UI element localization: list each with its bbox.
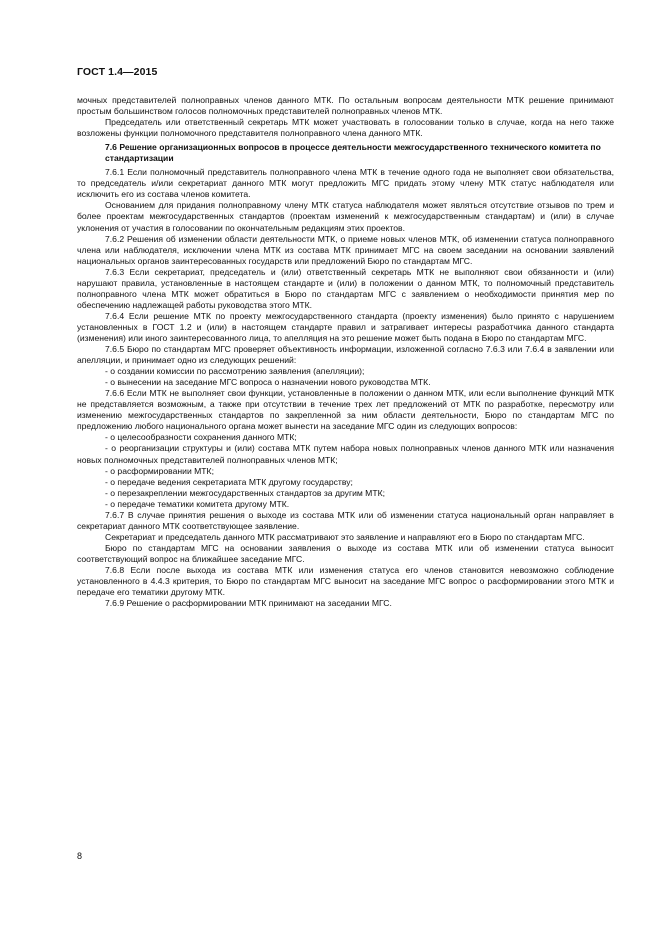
list-item: - о реорганизации структуры и (или) состава МТК путем набора новых полноправных членов данного МТК или назначения новых полномочных представителей полноправных членов МТК; (77, 443, 614, 465)
document-header: ГОСТ 1.4—2015 (77, 66, 158, 78)
paragraph: 7.6.8 Если после выхода из состава МТК или изменения статуса его членов становится невозможно соблюдение установленного в 4.4.3 критерия, то Бюро по стандартам МГС выносит на заседание МГС вопрос о расформировании этого МТК и передаче его тематики другому МТК. (77, 564, 614, 598)
paragraph: Основанием для придания полноправному члену МТК статуса наблюдателя может являться отсутствие отзывов по трем и более проектам межгосударственных стандартов (проектам изменений к межгосударственным стандартам) и (или) в случае уклонения от участия в голосовании по окончательным редакциям этих проектов. (77, 200, 614, 233)
paragraph: 7.6.3 Если секретариат, председатель и (или) ответственный секретарь МТК не выполняют свои обязанности и (или) нарушают правила, установленные в настоящем стандарте и (или) в положении о данном МТК, то полномочный представитель полноправного члена МТК может обратиться в Бюро по стандартам МГС с заявлением о необходимости принятия мер по обеспечению надлежащей работы руководства этого МТК. (77, 266, 614, 310)
page-body (77, 95, 614, 609)
paragraph: Председатель или ответственный секретарь МТК может участвовать в голосовании только в случае, когда на него также возложены функции полномочного представителя полноправного члена данного МТК. (77, 117, 614, 139)
list-item: - о создании комиссии по рассмотрению заявления (апелляции); (105, 366, 365, 377)
page-number: 8 (77, 851, 83, 861)
paragraph: 7.6.1 Если полномочный представитель полноправного члена МТК в течение одного года не выполняет свои обязательства, то председатель и/или секретариат данного МТК могут предложить МГС придать этому члену МТК статус наблюдателя или исключить его из состава членов комитета. (77, 167, 614, 200)
list-item: - о передаче тематики комитета другому МТК. (105, 498, 290, 509)
paragraph: 7.6.6 Если МТК не выполняет свои функции, установленные в положении о данном МТК, или если выполнение функций МТК не представляется возможным, а также при отсутствии в течение трех лет предложений от МТК по разработке, пересмотру или изменению межгосударственных стандартов по закрепленной за ним области деятельности, Бюро по стандартам МГС по предложению любого национального органа может вынести на заседание МГС один из следующих вопросов: (77, 388, 614, 432)
list-item: - о расформировании МТК; (105, 465, 214, 476)
list-item: - о вынесении на заседание МГС вопроса о назначении нового руководства МТК. (105, 377, 431, 388)
list-item: - о перезакреплении межгосударственных стандартов за другим МТК; (105, 487, 385, 498)
paragraph: 7.6.2 Решения об изменении области деятельности МТК, о приеме новых членов МТК, об изменении статуса полноправного члена или наблюдателя, исключении члена МТК из состава МТК принимает МГС на своем заседании на основании заявлений национальных органов заинтересованных государств или предложений Бюро по стандартам МГС. (77, 233, 614, 266)
list-item: - о передаче ведения секретариата МТК другому государству; (105, 476, 353, 487)
paragraph: 7.6.9 Решение о расформировании МТК принимают на заседании МГС. (105, 598, 392, 609)
section-heading: 7.6 Решение организационных вопросов в процессе деятельности межгосударственного технического комитета по стандартизации (105, 142, 601, 164)
list-item: - о целесообразности сохранения данного МТК; (105, 432, 297, 443)
paragraph: Секретариат и председатель данного МТК рассматривают это заявление и направляют его в Бюро по стандартам МГС. (105, 531, 585, 542)
paragraph: 7.6.7 В случае принятия решения о выходе из состава МТК или об изменении статуса национальный орган направляет в секретариат данного МТК соответствующее заявление. (77, 509, 614, 531)
paragraph: Бюро по стандартам МГС на основании заявления о выходе из состава МТК или об изменении статуса выносит соответствующий вопрос на ближайшее заседание МГС. (77, 542, 614, 564)
paragraph: мочных представителей полноправных членов данного МТК. По остальным вопросам деятельности МТК решение принимают простым большинством голосов полномочных представителей полноправных членов МТК. (77, 95, 614, 117)
paragraph: 7.6.5 Бюро по стандартам МГС проверяет объективность информации, изложенной согласно 7.6.3 или 7.6.4 в заявлении или апелляции, и принимает одно из следующих решений: (77, 344, 614, 366)
paragraph: 7.6.4 Если решение МТК по проекту межгосударственного стандарта (проекту изменения) было принято с нарушением установленных в ГОСТ 1.2 и (или) в настоящем стандарте правил и затрагивает интересы разработчика данного стандарта (изменения) или иного заинтересованного лица, то апелляция на это решение может быть подана в Бюро по стандартам МГС. (77, 310, 614, 343)
